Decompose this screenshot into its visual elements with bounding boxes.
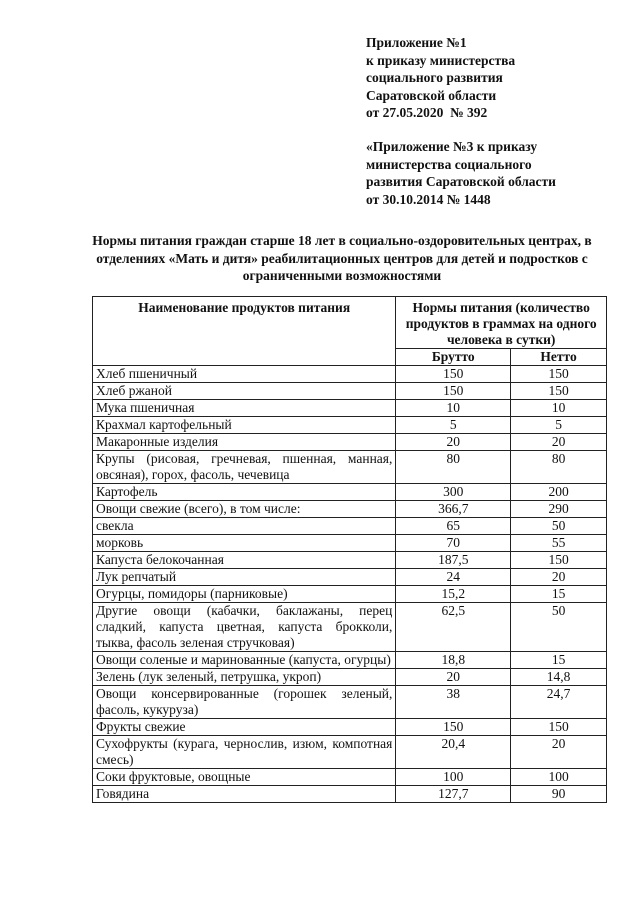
product-name-cell: свекла [93,518,396,535]
netto-cell: 10 [511,400,607,417]
netto-cell: 20 [511,434,607,451]
product-name-cell: Лук репчатый [93,569,396,586]
netto-cell: 5 [511,417,607,434]
nutrition-norms-table [92,296,607,803]
table-row [93,535,607,552]
netto-cell: 55 [511,535,607,552]
product-name-cell: Макаронные изделия [93,434,396,451]
product-name-cell: Капуста белокочанная [93,552,396,569]
table-row [93,736,607,769]
brutto-cell: 65 [396,518,511,535]
table-row [93,518,607,535]
product-name-cell: Соки фруктовые, овощные [93,769,396,786]
table-row [93,366,607,383]
netto-cell: 150 [511,552,607,569]
table-row [93,569,607,586]
product-name-cell: Хлеб ржаной [93,383,396,400]
product-name-cell: Овощи соленые и маринованные (капуста, огурцы) [93,652,396,669]
netto-cell: 14,8 [511,669,607,686]
table-row [93,383,607,400]
product-name-cell: Огурцы, помидоры (парниковые) [93,586,396,603]
table-row [93,400,607,417]
netto-cell: 150 [511,383,607,400]
table-row [93,586,607,603]
brutto-cell: 187,5 [396,552,511,569]
brutto-cell: 150 [396,366,511,383]
brutto-cell: 5 [396,417,511,434]
netto-cell: 15 [511,586,607,603]
product-name-cell: Овощи свежие (всего), в том числе: [93,501,396,518]
header-product-name: Наименование продуктов питания [93,297,396,366]
brutto-cell: 20 [396,669,511,686]
table-row [93,686,607,719]
brutto-cell: 38 [396,686,511,719]
brutto-cell: 20 [396,434,511,451]
header-brutto: Брутто [396,349,511,366]
brutto-cell: 20,4 [396,736,511,769]
table-row [93,552,607,569]
product-name-cell: Мука пшеничная [93,400,396,417]
brutto-cell: 10 [396,400,511,417]
table-row [93,652,607,669]
netto-cell: 24,7 [511,686,607,719]
brutto-cell: 24 [396,569,511,586]
netto-cell: 100 [511,769,607,786]
table-row [93,417,607,434]
netto-cell: 200 [511,484,607,501]
product-name-cell: Хлеб пшеничный [93,366,396,383]
table-row [93,501,607,518]
brutto-cell: 18,8 [396,652,511,669]
product-name-cell: Зелень (лук зеленый, петрушка, укроп) [93,669,396,686]
brutto-cell: 150 [396,383,511,400]
table-row [93,786,607,803]
table-row [93,434,607,451]
brutto-cell: 300 [396,484,511,501]
brutto-cell: 366,7 [396,501,511,518]
brutto-cell: 70 [396,535,511,552]
netto-cell: 80 [511,451,607,484]
header-norms: Нормы питания (количество продуктов в граммах на одного человека в сутки) [396,297,607,349]
product-name-cell: Сухофрукты (курага, чернослив, изюм, компотная смесь) [93,736,396,769]
netto-cell: 15 [511,652,607,669]
brutto-cell: 150 [396,719,511,736]
header-netto: Нетто [511,349,607,366]
netto-cell: 20 [511,736,607,769]
netto-cell: 20 [511,569,607,586]
brutto-cell: 127,7 [396,786,511,803]
brutto-cell: 80 [396,451,511,484]
product-name-cell: Говядина [93,786,396,803]
product-name-cell: морковь [93,535,396,552]
netto-cell: 50 [511,518,607,535]
product-name-cell: Фрукты свежие [93,719,396,736]
table-row [93,603,607,652]
annex-1-heading: Приложение №1 к приказу министерства социального развития Саратовской области от 27.05.2020 № 392 [366,35,516,120]
brutto-cell: 15,2 [396,586,511,603]
table-row [93,484,607,501]
product-name-cell: Крупы (рисовая, гречневая, пшенная, манная, овсяная), горох, фасоль, чечевица [93,451,396,484]
product-name-cell: Другие овощи (кабачки, баклажаны, перец сладкий, капуста цветная, капуста брокколи, тыква, фасоль зеленая стручковая) [93,603,396,652]
product-name-cell: Крахмал картофельный [93,417,396,434]
netto-cell: 150 [511,719,607,736]
table-row [93,769,607,786]
table-row [93,451,607,484]
annex-3-heading: «Приложение №3 к приказу министерства социального развития Саратовской области от 30.10.2014 № 1448 [366,139,556,207]
netto-cell: 150 [511,366,607,383]
table-row [93,669,607,686]
brutto-cell: 62,5 [396,603,511,652]
brutto-cell: 100 [396,769,511,786]
document-title: Нормы питания граждан старше 18 лет в социально-оздоровительных центрах, в отделениях «Мать и дитя» реабилитационных центров для детей и подростков с ограниченными возможностями [92,233,592,283]
netto-cell: 90 [511,786,607,803]
product-name-cell: Картофель [93,484,396,501]
netto-cell: 50 [511,603,607,652]
table-row [93,719,607,736]
product-name-cell: Овощи консервированные (горошек зеленый, фасоль, кукуруза) [93,686,396,719]
netto-cell: 290 [511,501,607,518]
